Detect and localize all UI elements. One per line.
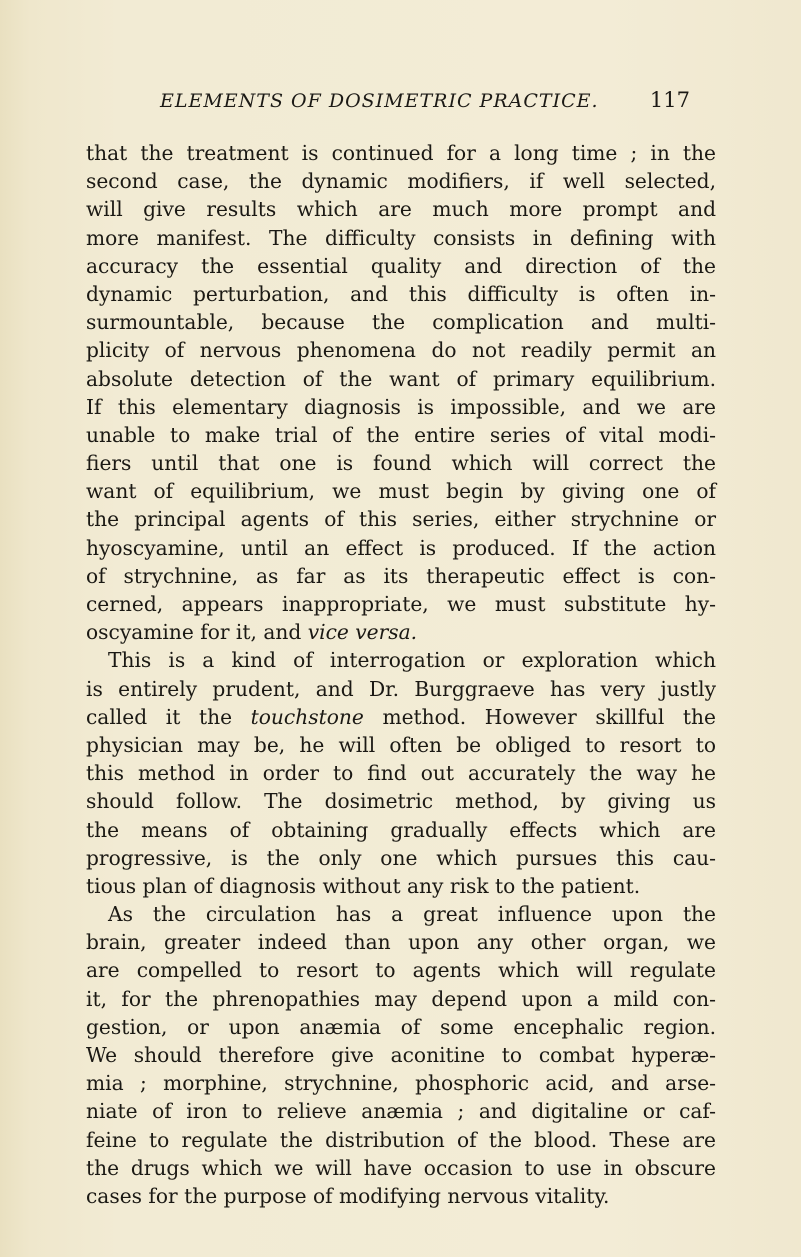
text-line: more manifest. The difficulty consists in defining with xyxy=(86,225,716,250)
text-line: absolute detection of the want of primary equilibrium. xyxy=(86,366,716,391)
text-line: the drugs which we will have occasion to use in obscure xyxy=(86,1155,716,1180)
text-line: plicity of nervous phenomena do not readily permit an xyxy=(86,338,716,363)
text-line: this method in order to find out accurately the way he xyxy=(86,761,716,786)
text-line: mia ; morphine, strychnine, phosphoric acid, and arse- xyxy=(86,1071,716,1096)
text-segment: called it the xyxy=(86,704,251,729)
text-line: We should therefore give aconitine to combat hyperæ- xyxy=(86,1043,716,1067)
text-line: fiers until that one is found which will correct the xyxy=(86,451,716,476)
text-line: the means of obtaining gradually effects which are xyxy=(86,817,716,842)
text-line: are compelled to resort to agents which will regulate xyxy=(86,958,716,983)
text-line: feine to regulate the distribution of the blood. These are xyxy=(86,1127,716,1152)
text-line: cerned, appears inappropriate, we must substitute hy- xyxy=(86,592,716,616)
text-line: accuracy the essential quality and direction of the xyxy=(86,253,716,278)
text-line: want of equilibrium, we must begin by giving one of xyxy=(86,479,716,504)
text-line: If this elementary diagnosis is impossible, and we are xyxy=(86,394,716,419)
text-line: will give results which are much more prompt and xyxy=(86,197,716,222)
text-line-paragraph-end: cases for the purpose of modifying nervous vitality. xyxy=(86,1183,610,1208)
text-line-paragraph-start: This is a kind of interrogation or exploration which xyxy=(108,648,716,673)
text-line: niate of iron to relieve anæmia ; and digitaline or caf- xyxy=(86,1099,716,1124)
text-line: is entirely prudent, and Dr. Burggraeve has very justly xyxy=(86,676,716,701)
text-line-paragraph-end xyxy=(86,618,716,646)
text-line: physician may be, he will often be obliged to resort to xyxy=(86,732,716,757)
italic-word-touchstone: touchstone xyxy=(250,704,364,729)
text-line: progressive, is the only one which pursues this cau- xyxy=(86,845,716,870)
text-line: gestion, or upon anæmia of some encephalic region. xyxy=(86,1014,716,1039)
text-line: dynamic perturbation, and this difficulty is often in- xyxy=(86,281,716,306)
text-line: second case, the dynamic modifiers, if well selected, xyxy=(86,169,716,194)
page-number: 117 xyxy=(649,88,690,112)
text-line: brain, greater indeed than upon any other organ, we xyxy=(86,930,716,955)
body-text xyxy=(86,139,716,1210)
text-segment: method. However skillful the xyxy=(363,704,716,729)
text-line: should follow. The dosimetric method, by giving us xyxy=(86,789,716,814)
text-line: surmountable, because the complication and multi- xyxy=(86,310,716,335)
text-line-paragraph-start: As the circulation has a great influence upon the xyxy=(108,902,716,927)
text-line-paragraph-end: tious plan of diagnosis without any risk to the patient. xyxy=(86,873,641,898)
italic-phrase-vice-versa: vice versa. xyxy=(307,620,418,645)
running-title: ELEMENTS OF DOSIMETRIC PRACTICE. xyxy=(160,90,599,112)
page-header xyxy=(160,90,690,120)
text-line: of strychnine, as far as its therapeutic effect is con- xyxy=(86,563,716,588)
text-segment: oscyamine for it, and xyxy=(86,620,308,645)
text-line: unable to make trial of the entire series of vital modi- xyxy=(86,422,716,447)
text-line: it, for the phrenopathies may depend upon a mild con- xyxy=(86,986,716,1011)
text-line xyxy=(86,703,716,731)
text-line: hyoscyamine, until an effect is produced. If the action xyxy=(86,535,716,560)
text-line: the principal agents of this series, either strychnine or xyxy=(86,507,716,532)
text-line: that the treatment is continued for a long time ; in the xyxy=(86,141,716,165)
